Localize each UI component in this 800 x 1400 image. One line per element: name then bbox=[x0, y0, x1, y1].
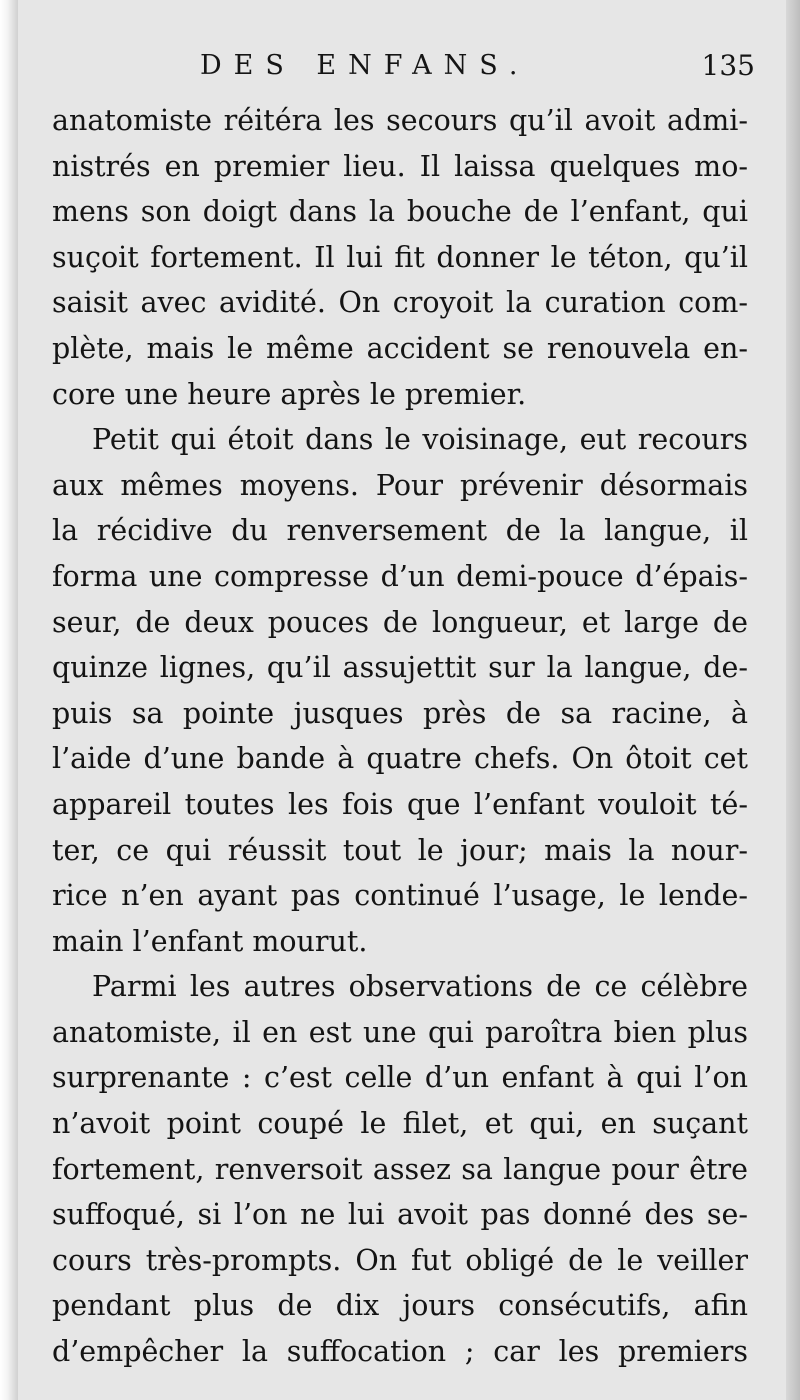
text-line: d’empêcher la suffocation ; car les premiers bbox=[52, 1335, 748, 1369]
text-line: rice n’en ayant pas continué l’usage, le lende- bbox=[52, 879, 748, 913]
text-line: Parmi les autres observations de ce célèbre bbox=[92, 970, 748, 1004]
text-line: fortement, renversoit assez sa langue pour être bbox=[52, 1152, 748, 1186]
text-line: anatomiste, il en est une qui paroîtra bien plus bbox=[52, 1015, 748, 1049]
text-line: suçoit fortement. Il lui fit donner le téton, qu’il bbox=[52, 240, 748, 274]
text-line: ter, ce qui réussit tout le jour; mais la nour- bbox=[52, 833, 748, 867]
page-left-margin bbox=[0, 0, 18, 1400]
page-number: 135 bbox=[701, 49, 755, 82]
paragraph-2 bbox=[52, 417, 748, 964]
text-line: appareil toutes les fois que l’enfant vouloit té- bbox=[52, 787, 748, 821]
text-line: pendant plus de dix jours consécutifs, afin bbox=[52, 1289, 748, 1323]
text-line: suffoqué, si l’on ne lui avoit pas donné des se- bbox=[52, 1198, 748, 1232]
paragraph-3 bbox=[52, 964, 748, 1374]
text-line: surprenante : c’est celle d’un enfant à qui l’on bbox=[52, 1061, 748, 1095]
text-line: mens son doigt dans la bouche de l’enfant, qui bbox=[52, 195, 748, 229]
text-line: l’aide d’une bande à quatre chefs. On ôtoit cet bbox=[52, 742, 748, 776]
text-line: core une heure après le premier. bbox=[52, 377, 527, 411]
text-line: Petit qui étoit dans le voisinage, eut recours bbox=[92, 423, 748, 457]
text-line: main l’enfant mourut. bbox=[52, 924, 368, 958]
text-line: aux mêmes moyens. Pour prévenir désormais bbox=[52, 468, 748, 502]
text-line: la récidive du renversement de la langue, il bbox=[52, 514, 748, 548]
running-head: DES ENFANS. bbox=[200, 50, 530, 81]
text-line: saisit avec avidité. On croyoit la curation com- bbox=[52, 286, 748, 320]
text-line: puis sa pointe jusques près de sa racine, à bbox=[52, 696, 748, 730]
paragraph-1 bbox=[52, 98, 748, 417]
text-line: cours très-prompts. On fut obligé de le veiller bbox=[52, 1243, 748, 1277]
text-line: seur, de deux pouces de longueur, et large de bbox=[52, 605, 748, 639]
text-line: n’avoit point coupé le filet, et qui, en suçant bbox=[52, 1107, 748, 1141]
text-line: plète, mais le même accident se renouvela en- bbox=[52, 331, 748, 365]
text-line: forma une compresse d’un demi-pouce d’épais- bbox=[52, 559, 748, 593]
text-line: anatomiste réitéra les secours qu’il avoit admi- bbox=[52, 104, 748, 137]
page-header bbox=[200, 46, 755, 86]
body-text bbox=[52, 98, 748, 1375]
text-line: quinze lignes, qu’il assujettit sur la langue, de- bbox=[52, 651, 748, 685]
text-line: nistrés en premier lieu. Il laissa quelques mo- bbox=[52, 149, 748, 183]
page-right-margin bbox=[786, 0, 800, 1400]
